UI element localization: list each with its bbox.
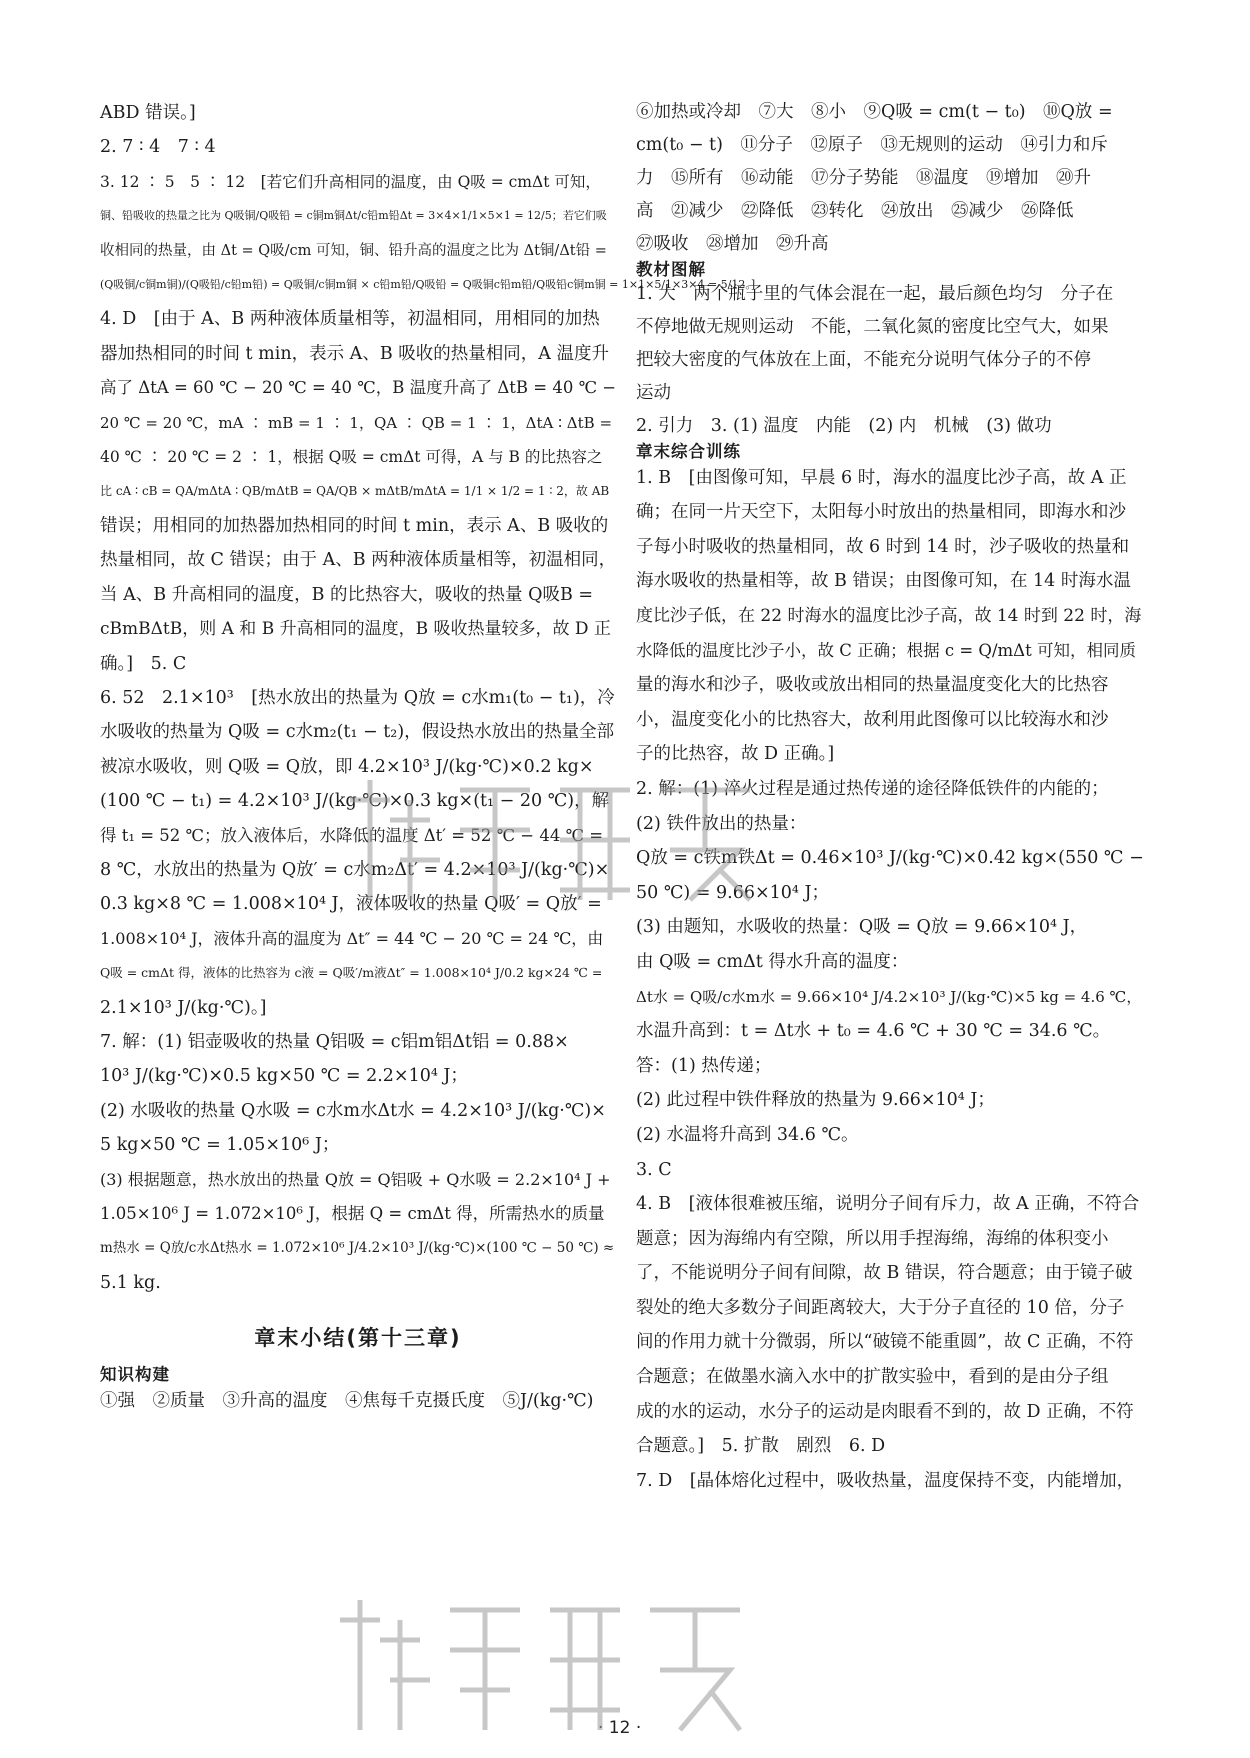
text-line: 2. 7 ∶ 4 7 ∶ 4 <box>100 137 216 158</box>
text-line: 4. B [液体很难被压缩，说明分子间有斥力，故 A 正确，不符合 <box>636 1194 1140 1215</box>
text-line: 错误；用相同的加热器加热相同的时间 t min，表示 A、B 吸收的 <box>100 515 609 536</box>
text-line: 40 ℃ ∶ 20 ℃ = 2 ∶ 1，根据 Q吸 = cmΔt 可得，A 与 B 的比热容之 <box>100 448 603 467</box>
text-line: 间的作用力就十分微弱，所以“破镜不能重圆”，故 C 正确，不符 <box>636 1332 1134 1353</box>
text-line: 50 ℃) = 9.66×10⁴ J； <box>636 882 830 903</box>
text-line: 力 ⑮所有 ⑯动能 ⑰分子势能 ⑱温度 ⑲增加 ⑳升 <box>636 168 1091 188</box>
text-line: 1.05×10⁶ J = 1.072×10⁶ J，根据 Q = cmΔt 得，所需热水的质量 <box>100 1204 605 1223</box>
knowledge-list-continued <box>636 96 1150 261</box>
text-line: m热水 = Q放/c水Δt热水 = 1.072×10⁶ J/4.2×10³ J/(kg·℃)×(100 ℃ − 50 ℃) ≈ <box>100 1240 615 1257</box>
text-line: 收相同的热量，由 Δt = Q吸/cm 可知，铜、铅升高的温度之比为 Δt铜/Δt铅 = <box>100 242 607 259</box>
text-line: 水温升高到：t = Δt水 + t₀ = 4.6 ℃ + 30 ℃ = 34.6 ℃。 <box>636 1021 1111 1042</box>
text-line: Q吸 = cmΔt 得，液体的比热容为 c液 = Q吸′/m液Δt″ = 1.008×10⁴ J/0.2 kg×24 ℃ = <box>100 965 603 981</box>
text-line: 1.008×10⁴ J，液体升高的温度为 Δt″ = 44 ℃ − 20 ℃ = 24 ℃，由 <box>100 928 604 948</box>
text-line: 成的水的运动，水分子的运动是肉眼看不到的，故 D 正确，不符 <box>636 1401 1134 1422</box>
text-line: 合题意；在做墨水滴入水中的扩散实验中，看到的是由分子组 <box>636 1367 1109 1388</box>
text-line: 确；在同一片天空下，太阳每小时放出的热量相同，即海水和沙 <box>636 502 1126 523</box>
text-line: 2. 解：(1) 淬火过程是通过热传递的途径降低铁件的内能的； <box>636 778 1109 799</box>
text-line: Δt水 = Q吸/c水m水 = 9.66×10⁴ J/4.2×10³ J/(kg·℃)×5 kg = 4.6 ℃， <box>636 987 1142 1006</box>
text-line: cm(t₀ − t) ⑪分子 ⑫原子 ⑬无规则的运动 ⑭引力和斥 <box>636 135 1108 155</box>
text-line: 运动 <box>636 383 671 404</box>
text-line: (Q吸铜/c铜m铜)/(Q吸铅/c铅m铅) = Q吸铜/c铜m铜 × c铅m铅/Q吸铅 = Q吸铜c铅m铅/Q吸铅c铜m铜 = 1×1×5/1×3×4 = 5/12。] <box>100 278 756 292</box>
watermark-logo-bottom <box>320 1580 790 1750</box>
text-line: 0.3 kg×8 ℃ = 1.008×10⁴ J，液体吸收的热量 Q吸′ = Q放′ = <box>100 894 602 915</box>
text-line: 当 A、B 升高相同的温度，B 的比热容大，吸收的热量 Q吸B = <box>100 584 594 605</box>
text-line: 热量相同，故 C 错误；由于 A、B 两种液体质量相等，初温相同， <box>100 550 617 571</box>
text-line: (2) 水温将升高到 34.6 ℃。 <box>636 1124 859 1145</box>
text-line: (2) 此过程中铁件释放的热量为 9.66×10⁴ J； <box>636 1090 995 1111</box>
text-line: cBmBΔtB，则 A 和 B 升高相同的温度，B 吸收热量较多，故 D 正 <box>100 619 611 640</box>
text-line: (2) 水吸收的热量 Q水吸 = c水m水Δt水 = 4.2×10³ J/(kg·℃)× <box>100 1100 606 1121</box>
text-line: 不停地做无规则运动 不能，二氧化氮的密度比空气大，如果 <box>636 317 1109 338</box>
text-line: 3. 12 ∶ 5 5 ∶ 12 [若它们升高相同的温度，由 Q吸 = cmΔt 可知， <box>100 172 601 191</box>
text-line: (3) 由题知，水吸收的热量：Q吸 = Q放 = 9.66×10⁴ J， <box>636 917 1088 938</box>
text-line: ABD 错误。] <box>100 103 196 123</box>
text-line: ①强 ②质量 ③升高的温度 ④焦每千克摄氏度 ⑤J/(kg·℃) <box>100 1390 594 1411</box>
text-line: 7. 解：(1) 铝壶吸收的热量 Q铝吸 = c铝m铝Δt铝 = 0.88× <box>100 1031 569 1052</box>
text-line: 水降低的温度比沙子小，故 C 正确；根据 c = Q/mΔt 可知，相同质 <box>636 640 1136 660</box>
text-line: 6. 52 2.1×10³ [热水放出的热量为 Q放 = c水m₁(t₀ − t₁)，冷 <box>100 687 615 708</box>
text-line: 7. D [晶体熔化过程中，吸收热量，温度保持不变，内能增加， <box>636 1470 1135 1491</box>
text-line: 2. 引力 3. (1) 温度 内能 (2) 内 机械 (3) 做功 <box>636 416 1052 437</box>
text-line: 水吸收的热量为 Q吸 = c水m₂(t₁ − t₂)，假设热水放出的热量全部 <box>100 722 615 743</box>
text-line: (2) 铁件放出的热量： <box>636 813 807 834</box>
text-line: 器加热相同的时间 t min，表示 A、B 吸收的热量相同，A 温度升 <box>100 343 609 364</box>
text-line: (100 ℃ − t₁) = 4.2×10³ J/(kg·℃)×0.3 kg×(t₁ − 20 ℃)，解 <box>100 791 610 812</box>
text-line: ⑥加热或冷却 ⑦大 ⑧小 ⑨Q吸 = cm(t − t₀) ⑩Q放 = <box>636 102 1113 122</box>
text-line: 1. 大 两个瓶子里的气体会混在一起，最后颜色均匀 分子在 <box>636 284 1114 305</box>
section-title: 章末小结(第十三章) <box>254 1326 462 1351</box>
text-line: 1. B [由图像可知，早晨 6 时，海水的温度比沙子高，故 A 正 <box>636 467 1127 488</box>
text-line: 得 t₁ = 52 ℃；放入液体后，水降低的温度 Δt′ = 52 ℃ − 44 ℃ = <box>100 825 604 845</box>
chapter-exercises-answers <box>636 461 1150 1499</box>
knowledge-list <box>100 1384 616 1418</box>
text-line: 5.1 kg. <box>100 1272 161 1293</box>
text-line: ㉗吸收 ㉘增加 ㉙升高 <box>636 234 829 254</box>
text-line: 子的比热容，故 D 正确。] <box>636 744 835 765</box>
text-line: 了，不能说明分子间有间隙，故 B 错误，符合题意；由于镜子破 <box>636 1263 1133 1284</box>
text-line: 20 ℃ = 20 ℃，mA ∶ mB = 1 ∶ 1，QA ∶ QB = 1 ∶ 1，ΔtA ∶ ΔtB = <box>100 413 613 432</box>
text-line: 量的海水和沙子，吸收或放出相同的热量温度变化大的比热容 <box>636 675 1109 696</box>
text-line: 5 kg×50 ℃ = 1.05×10⁶ J； <box>100 1135 340 1156</box>
text-line: 子每小时吸收的热量相同，故 6 时到 14 时，沙子吸收的热量和 <box>636 536 1130 557</box>
text-line: 10³ J/(kg·℃)×0.5 kg×50 ℃ = 2.2×10⁴ J； <box>100 1066 468 1087</box>
text-line: Q放 = c铁m铁Δt = 0.46×10³ J/(kg·℃)×0.42 kg×(550 ℃ − <box>636 848 1144 869</box>
textbook-figures-heading: 教材图解 <box>636 260 706 279</box>
chapter-exercises-heading: 章末综合训练 <box>636 442 741 462</box>
text-line: 度比沙子低，在 22 时海水的温度比沙子高，故 14 时到 22 时，海 <box>636 606 1142 626</box>
text-line: 2.1×10³ J/(kg·℃)。] <box>100 997 267 1018</box>
text-line: 确。] 5. C <box>100 653 187 674</box>
text-line: 裂处的绝大多数分子间距离较大，大于分子直径的 10 倍，分子 <box>636 1297 1125 1318</box>
text-line: 海水吸收的热量相等，故 B 错误；由图像可知，在 14 时海水温 <box>636 571 1131 592</box>
textbook-figures-answers <box>636 278 1150 443</box>
text-line: 3. C <box>636 1159 672 1180</box>
text-line: 高了 ΔtA = 60 ℃ − 20 ℃ = 40 ℃，B 温度升高了 ΔtB = 40 ℃ − <box>100 378 617 398</box>
text-line: 8 ℃，水放出的热量为 Q放′ = c水m₂Δt′ = 4.2×10³ J/(kg·℃)× <box>100 859 610 880</box>
text-line: 被凉水吸收，则 Q吸 = Q放，即 4.2×10³ J/(kg·℃)×0.2 kg× <box>100 756 594 777</box>
text-line: 把较大密度的气体放在上面，不能充分说明气体分子的不停 <box>636 350 1091 371</box>
right-column <box>636 96 1150 1498</box>
text-line: 由 Q吸 = cmΔt 得水升高的温度： <box>636 951 909 972</box>
text-line: 答：(1) 热传递； <box>636 1055 772 1076</box>
text-line: 比 cA ∶ cB = QA/mΔtA ∶ QB/mΔtB = QA/QB × mΔtB/mΔtA = 1/1 × 1/2 = 1 ∶ 2，故 AB <box>100 484 610 499</box>
text-line: 小，温度变化小的比热容大，故利用此图像可以比较海水和沙 <box>636 709 1109 730</box>
text-line: 合题意。] 5. 扩散 剧烈 6. D <box>636 1436 886 1457</box>
text-line: 题意；因为海绵内有空隙，所以用手捏海绵，海绵的体积变小 <box>636 1228 1109 1249</box>
text-line: (3) 根据题意，热水放出的热量 Q放 = Q铝吸 + Q水吸 = 2.2×10⁴ J + <box>100 1169 611 1189</box>
text-line: 高 ㉑减少 ㉒降低 ㉓转化 ㉔放出 ㉕减少 ㉖降低 <box>636 201 1074 221</box>
section-subheading: 知识构建 <box>100 1365 170 1385</box>
text-line: 4. D [由于 A、B 两种液体质量相等，初温相同，用相同的加热 <box>100 309 600 330</box>
page-number: · 12 · <box>598 1718 642 1738</box>
text-line: 铜、铅吸收的热量之比为 Q吸铜/Q吸铅 = c铜m铜Δt/c铅m铅Δt = 3×4×1/1×5×1 = 12/5；若它们吸 <box>100 209 607 223</box>
